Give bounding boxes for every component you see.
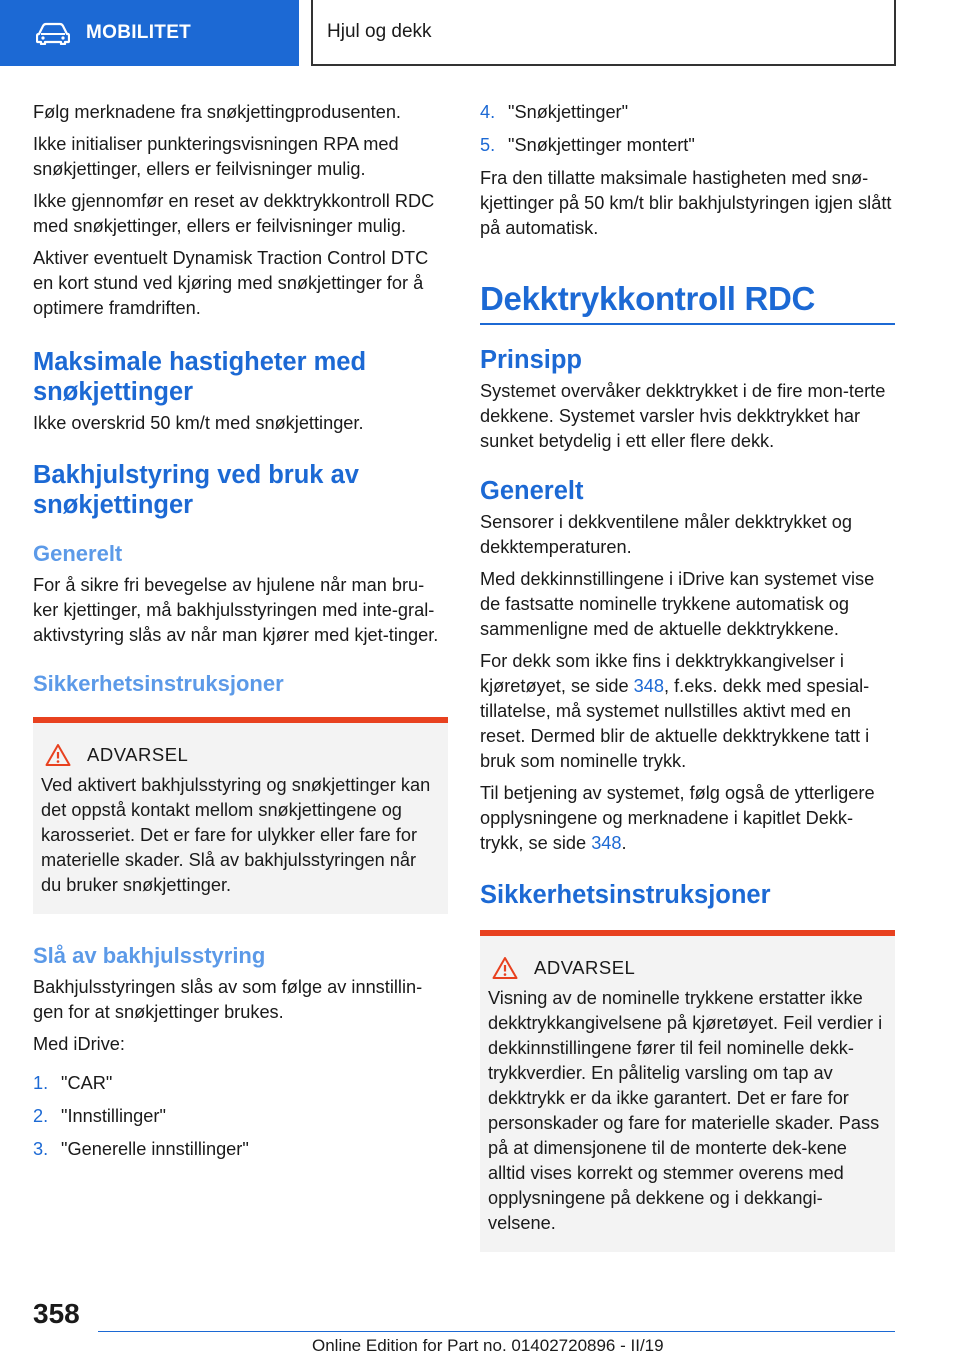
heading-turn-off: Slå av bakhjulsstyring: [33, 943, 266, 968]
warning-triangle-icon: [492, 956, 518, 980]
paragraph: Ikke initialiser punkteringsvisningen RPA med snøkjettinger, ellers er feilvisninger mulig.: [33, 134, 399, 179]
section-tab-mobilitet[interactable]: [0, 0, 299, 66]
warning-text: Ved aktivert bakhjulsstyring og snøkjettinger kan det oppstå kontakt mellom snøkjettingene og karosseriet. Det er fare for ulykker eller fare for materielle skader. Slå av bakhjulsstyringen når du bruker snøkjettinger.: [41, 775, 431, 895]
warning-header: [488, 956, 887, 980]
paragraph: Med iDrive:: [33, 1034, 125, 1054]
paragraph: Med dekkinnstillingene i iDrive kan systemet vise de fastsatte nominelle trykkene automatisk og sammenligne med de aktuelle dekktrykkene.: [480, 569, 875, 639]
paragraph: [480, 781, 895, 856]
list-item: [33, 1071, 448, 1096]
heading-principle: Prinsipp: [480, 346, 583, 374]
warning-box: [33, 717, 448, 914]
page-number: 358: [33, 1298, 80, 1329]
warning-box: [480, 930, 895, 1252]
page-link[interactable]: 348: [633, 676, 664, 696]
right-column: [480, 100, 895, 1274]
step-number: 2.: [33, 1106, 49, 1126]
paragraph: Aktiver eventuelt Dynamisk Traction Control DTC en kort stund ved kjøring med snøkjettinger for å optimere framdriften.: [33, 248, 429, 318]
page-link[interactable]: 348: [591, 833, 622, 853]
paragraph: For å sikre fri bevegelse av hjulene når man bru-ker kjettinger, må bakhjulsstyringen med inte-gral-aktivstyring slås av når man kjører med kjet-tinger.: [33, 575, 439, 645]
paragraph: Bakhjulsstyringen slås av som følge av innstillin-gen for at snøkjettinger brukes.: [33, 977, 423, 1022]
chapter-label: Hjul og dekk: [327, 21, 432, 42]
warning-title: ADVARSEL: [534, 957, 636, 978]
paragraph: Systemet overvåker dekktrykket i de fire mon-terte dekkene. Systemet varsler hvis dekktrykket har sunket betydelig i ett eller flere dekk.: [480, 381, 886, 451]
list-item: [33, 1137, 448, 1162]
section-label: MOBILITET: [86, 22, 192, 43]
warning-header: [41, 743, 440, 767]
step-text: "Snøkjettinger montert": [508, 135, 695, 155]
steps-list: [33, 1071, 448, 1162]
text-span: .: [621, 833, 627, 853]
paragraph: Ikke gjennomfør en reset av dekktrykkontroll RDC med snøkjettinger, ellers er feilvisninger mulig.: [33, 191, 435, 236]
heading-rule: [480, 323, 895, 325]
warning-title: ADVARSEL: [87, 744, 189, 765]
list-item: [480, 100, 895, 125]
paragraph: Sensorer i dekkventilene måler dekktrykket og dekktemperaturen.: [480, 512, 853, 557]
car-icon: [36, 21, 70, 45]
paragraph: [480, 649, 895, 774]
edition-text: Online Edition for Part no. 01402720896 - II/19: [312, 1336, 664, 1355]
page-header: [0, 0, 960, 66]
list-item: [33, 1104, 448, 1129]
steps-list: [480, 100, 895, 158]
text-span: , f.eks. dekk med spesial-tillatelse, må systemet nullstilles aktivt med en reset. Dermed blir de aktuelle dekktrykkene tatt i bruk som nominelle trykk.: [480, 676, 870, 771]
step-number: 3.: [33, 1139, 49, 1159]
paragraph: Fra den tillatte maksimale hastigheten med snø-kjettinger på 50 km/t blir bakhjulstyringen igjen slått på automatisk.: [480, 168, 892, 238]
step-text: "CAR": [61, 1073, 113, 1093]
left-column: [33, 100, 448, 1170]
step-text: "Innstillinger": [61, 1106, 166, 1126]
main-heading: Dekktrykkontroll RDC: [480, 280, 816, 317]
text-span: For dekk som ikke fins i dekktrykkangivelser i kjøretøyet, se side: [480, 651, 844, 696]
step-number: 5.: [480, 135, 496, 155]
heading-max-speed: Maksimale hastigheter med snøkjettinger: [33, 348, 367, 406]
step-text: "Generelle innstillinger": [61, 1139, 249, 1159]
heading-safety: Sikkerhetsinstruksjoner: [480, 881, 771, 909]
list-item: [480, 133, 895, 158]
paragraph: Ikke overskrid 50 km/t med snøkjettinger.: [33, 413, 364, 433]
heading-rear-steering: Bakhjulstyring ved bruk av snøkjettinger: [33, 461, 359, 519]
heading-safety: Sikkerhetsinstruksjoner: [33, 671, 284, 696]
footer-rule: [98, 1331, 895, 1332]
text-span: Til betjening av systemet, følg også de ytterligere opplysningene og merknadene i kapitlet Dekk-trykk, se side: [480, 783, 875, 853]
warning-text: Visning av de nominelle trykkene erstatter ikke dekktrykkangivelsene på kjøretøyet. Feil verdier i dekkinnstillingene fører til feil nominelle dekk-trykkverdier. En pålitelig varsling om tap av dekktrykk er da ikke garantert. Det er fare for personskader og fare for materielle skader. Pass på at dimensjonene til de monterte dek-kene alltid vises korrekt og stemmer overens med opplysningene på dekkene og i dekkangi-velsene.: [488, 988, 883, 1233]
step-number: 4.: [480, 102, 496, 122]
step-number: 1.: [33, 1073, 49, 1093]
heading-general: Generelt: [480, 477, 584, 505]
chapter-tab[interactable]: [311, 0, 896, 66]
heading-general: Generelt: [33, 541, 123, 566]
paragraph: Følg merknadene fra snøkjettingprodusenten.: [33, 102, 401, 122]
step-text: "Snøkjettinger": [508, 102, 629, 122]
warning-triangle-icon: [45, 743, 71, 767]
